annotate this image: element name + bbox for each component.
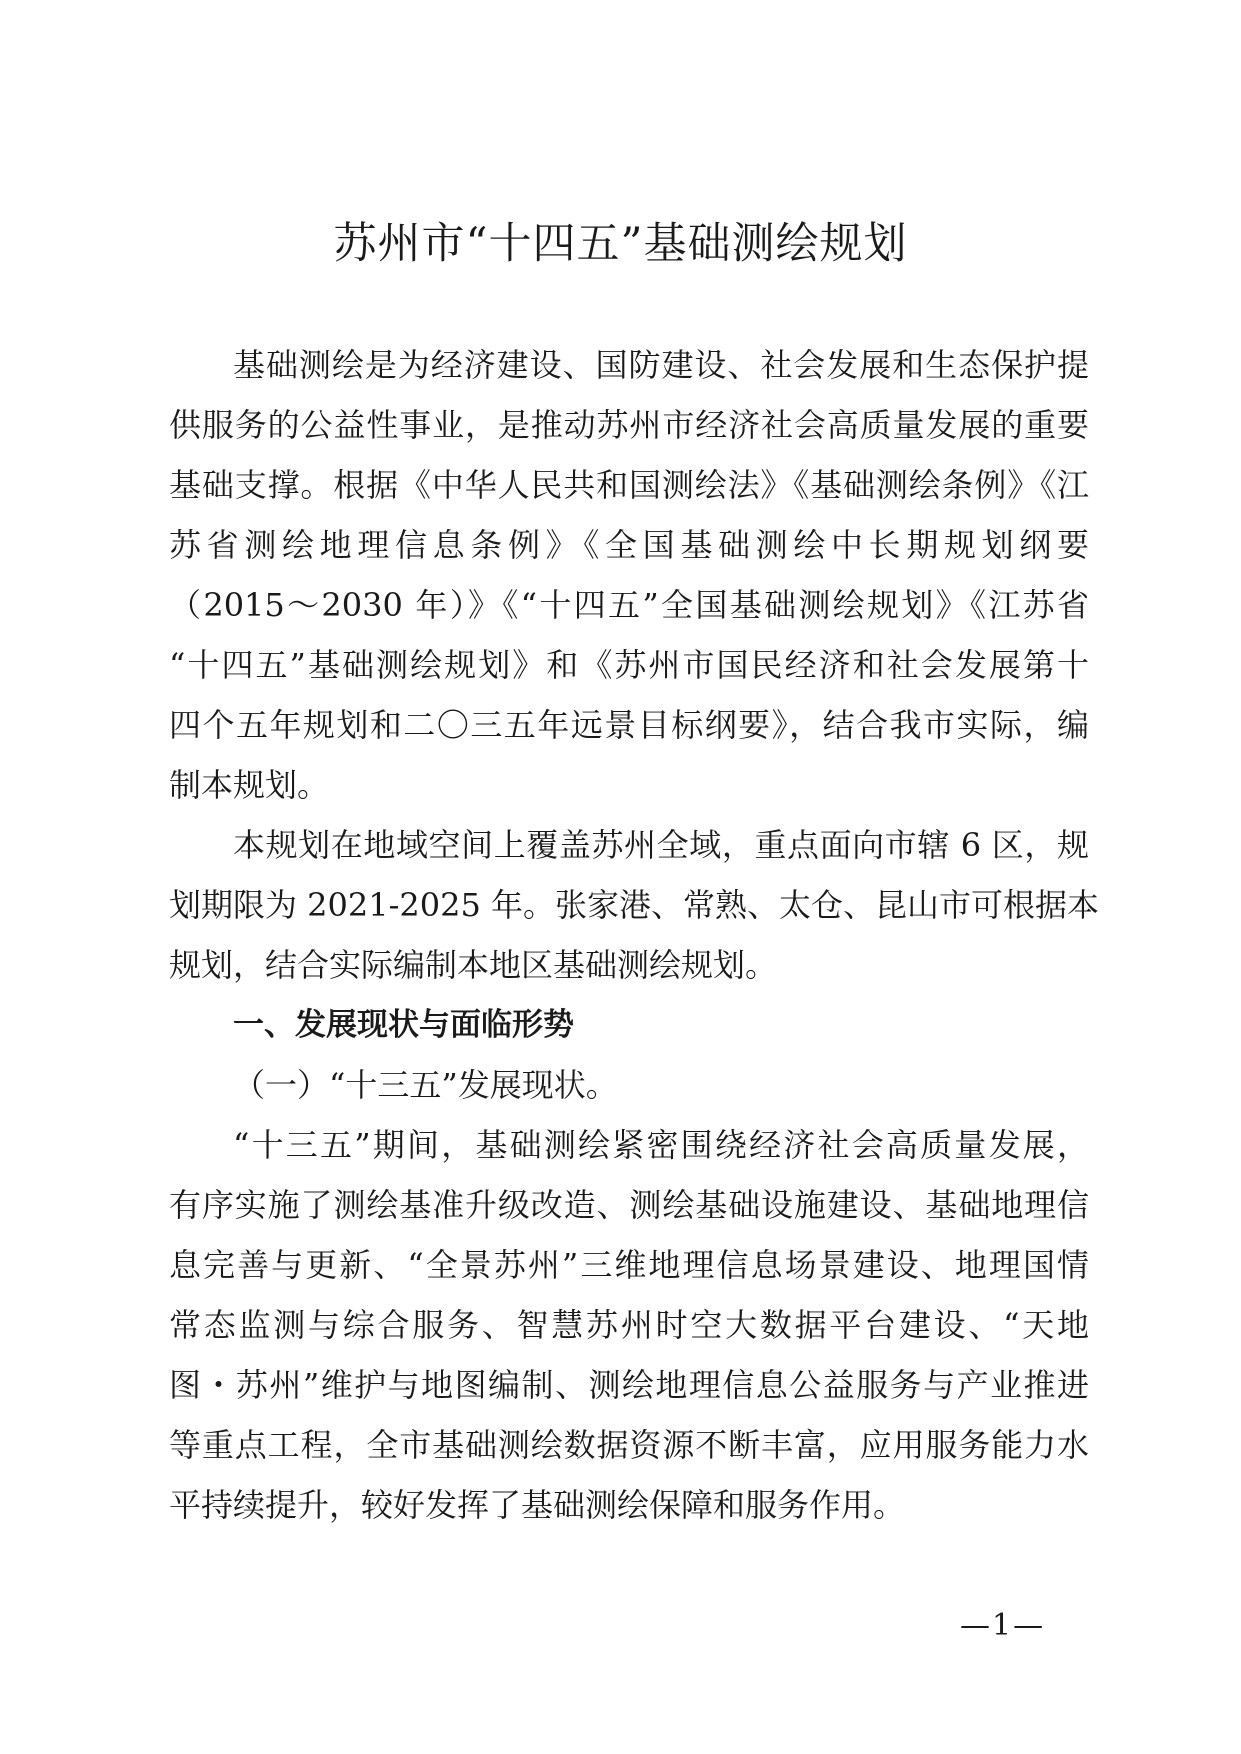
- text-line: （2015～2030 年）》《“十四五”全国基础测绘规划》《江苏省: [169, 586, 1089, 624]
- section-heading: 一、发展现状与面临形势: [233, 1007, 574, 1043]
- text-line: 本规划在地域空间上覆盖苏州全域，重点面向市辖 6 区，规: [233, 826, 1089, 864]
- text-line: 基础支撑。根据《中华人民共和国测绘法》《基础测绘条例》《江: [169, 466, 1089, 504]
- text-line: 划期限为 2021-2025 年。张家港、常熟、太仓、昆山市可根据本: [169, 886, 1100, 924]
- text-line: 四个五年规划和二〇三五年远景目标纲要》，结合我市实际，编: [169, 706, 1089, 744]
- text-line: 供服务的公益性事业，是推动苏州市经济社会高质量发展的重要: [169, 406, 1089, 444]
- text-line: 常态监测与综合服务、智慧苏州时空大数据平台建设、“天地: [169, 1306, 1089, 1344]
- paragraph-status: [169, 1115, 1089, 1535]
- text-line: 息完善与更新、“全景苏州”三维地理信息场景建设、地理国情: [169, 1246, 1089, 1284]
- document-title: 苏州市“十四五”基础测绘规划: [333, 219, 908, 269]
- text-line: 图・苏州”维护与地图编制、测绘地理信息公益服务与产业推进: [169, 1366, 1089, 1404]
- document-body: [169, 335, 1100, 1535]
- text-line: 平持续提升，较好发挥了基础测绘保障和服务作用。: [169, 1486, 906, 1524]
- text-line: “十四五”基础测绘规划》和《苏州市国民经济和社会发展第十: [169, 646, 1089, 684]
- paragraph-intro: [169, 335, 1089, 815]
- paragraph-scope: [169, 815, 1100, 995]
- text-line: “十三五”期间，基础测绘紧密围绕经济社会高质量发展，: [233, 1126, 1089, 1164]
- page-number: —1—: [960, 1608, 1046, 1643]
- text-line: 苏省测绘地理信息条例》《全国基础测绘中长期规划纲要: [169, 526, 1089, 564]
- text-line: 等重点工程，全市基础测绘数据资源不断丰富，应用服务能力水: [169, 1426, 1089, 1464]
- text-line: 规划，结合实际编制本地区基础测绘规划。: [169, 946, 778, 984]
- subsection-heading: （一）“十三五”发展现状。: [233, 1066, 618, 1104]
- text-line: 制本规划。: [169, 766, 330, 804]
- text-line: 有序实施了测绘基准升级改造、测绘基础设施建设、基础地理信: [169, 1186, 1089, 1224]
- text-line: 基础测绘是为经济建设、国防建设、社会发展和生态保护提: [233, 346, 1089, 384]
